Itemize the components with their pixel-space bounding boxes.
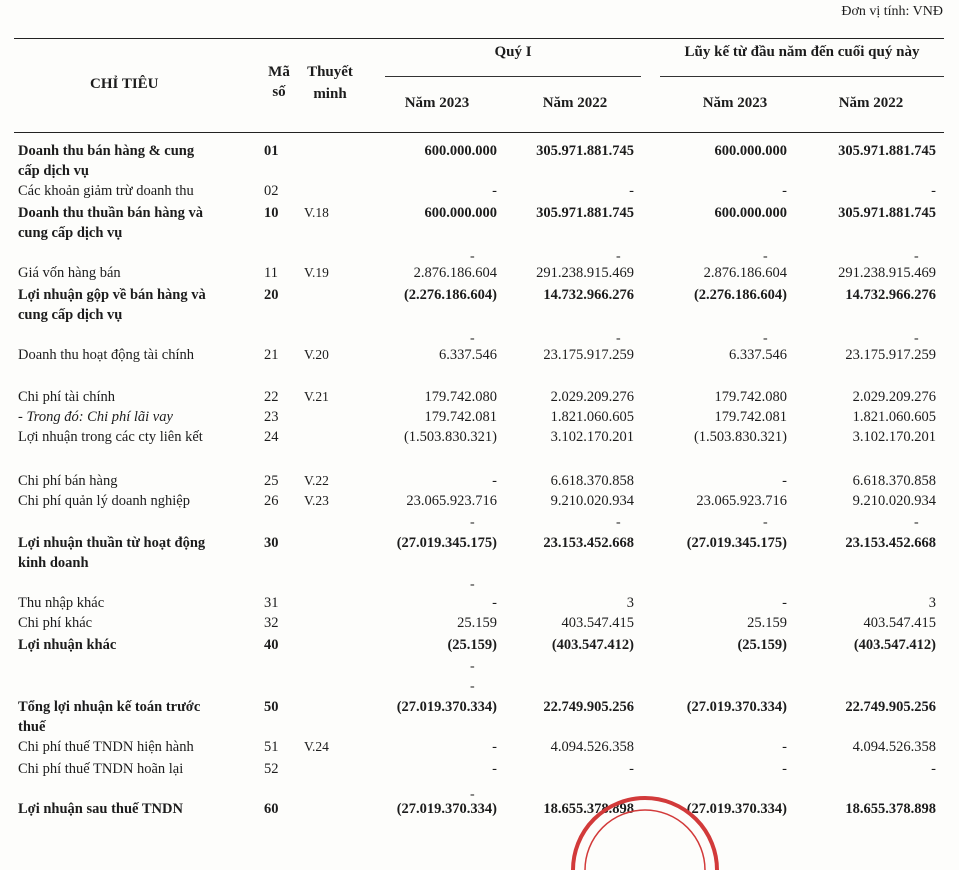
value-lk-2023: (25.159)	[737, 637, 787, 653]
value-q-2023: (1.503.830.321)	[403, 429, 497, 445]
row-code: 20	[264, 287, 279, 303]
header-bottom-rule	[14, 132, 944, 133]
row-label: Lợi nhuận gộp về bán hàng và	[18, 287, 206, 303]
value-q-2022: 14.732.966.276	[543, 287, 634, 303]
value-q-2023: -	[492, 473, 497, 489]
value-q-2022: 305.971.881.745	[536, 143, 634, 159]
unit-label: Đơn vị tính: VNĐ	[841, 4, 943, 19]
header-lk-2023: Năm 2023	[702, 95, 768, 111]
value-q-2023: -	[492, 739, 497, 755]
row-label: Chi phí tài chính	[18, 389, 116, 405]
company-seal-icon	[560, 790, 730, 870]
value-q-2023: (27.019.370.334)	[396, 801, 497, 817]
value-lk-2022: 291.238.915.469	[838, 265, 936, 281]
value-lk-2023: -	[782, 183, 787, 199]
quarter-underline	[385, 76, 641, 77]
value-q-2023: 600.000.000	[424, 205, 497, 221]
row-code: 50	[264, 699, 279, 715]
row-code: 52	[264, 761, 279, 777]
separator-dash: -	[470, 331, 475, 346]
value-q-2023: 25.159	[457, 615, 497, 631]
value-lk-2023: (1.503.830.321)	[693, 429, 787, 445]
row-label: Chi phí khác	[18, 615, 93, 631]
header-q-2023: Năm 2023	[404, 95, 470, 111]
value-lk-2022: 305.971.881.745	[838, 205, 936, 221]
separator-dash: -	[616, 515, 621, 530]
value-lk-2023: (27.019.345.175)	[686, 535, 787, 551]
value-q-2023: 6.337.546	[439, 347, 497, 363]
row-label: Các khoản giảm trừ doanh thu	[18, 183, 194, 199]
value-q-2023: 23.065.923.716	[406, 493, 497, 509]
row-code: 10	[264, 205, 279, 221]
value-q-2022: 22.749.905.256	[543, 699, 634, 715]
value-lk-2022: 2.029.209.276	[852, 389, 936, 405]
value-lk-2023: -	[782, 473, 787, 489]
value-q-2023: (2.276.186.604)	[403, 287, 497, 303]
value-q-2022: 2.029.209.276	[550, 389, 634, 405]
separator-dash: -	[470, 787, 475, 802]
value-q-2022: 3	[626, 595, 634, 611]
value-lk-2023: -	[782, 739, 787, 755]
header-thuyet-minh-2: minh	[313, 86, 347, 102]
row-label: - Trong đó: Chi phí lãi vay	[18, 409, 173, 425]
header-quy-i: Quý I	[494, 44, 532, 60]
row-code: 32	[264, 615, 279, 631]
value-q-2022: 23.175.917.259	[543, 347, 634, 363]
row-note: V.19	[304, 265, 329, 280]
row-code: 51	[264, 739, 279, 755]
value-lk-2022: 14.732.966.276	[845, 287, 936, 303]
header-thuyet-minh-1: Thuyết	[307, 64, 353, 80]
separator-dash: -	[470, 679, 475, 694]
value-q-2022: -	[629, 761, 634, 777]
value-q-2023: -	[492, 595, 497, 611]
value-lk-2022: 23.175.917.259	[845, 347, 936, 363]
value-lk-2022: 403.547.415	[863, 615, 936, 631]
row-label: Chi phí thuế TNDN hiện hành	[18, 739, 194, 755]
value-q-2022: 1.821.060.605	[550, 409, 634, 425]
value-q-2023: 179.742.080	[424, 389, 497, 405]
value-q-2022: 403.547.415	[561, 615, 634, 631]
separator-dash: -	[470, 249, 475, 264]
value-lk-2022: -	[931, 761, 936, 777]
value-lk-2022: 4.094.526.358	[852, 739, 936, 755]
value-lk-2022: 18.655.378.898	[845, 801, 936, 817]
value-q-2022: 3.102.170.201	[550, 429, 634, 445]
value-lk-2023: 179.742.081	[714, 409, 787, 425]
row-label-continued: cấp dịch vụ	[18, 163, 89, 179]
header-chi-tieu: CHỈ TIÊU	[90, 76, 159, 92]
row-label: Chi phí quản lý doanh nghiệp	[18, 493, 190, 509]
value-lk-2023: 600.000.000	[714, 143, 787, 159]
value-q-2023: (27.019.345.175)	[396, 535, 497, 551]
separator-dash: -	[914, 249, 919, 264]
row-code: 24	[264, 429, 279, 445]
row-note: V.20	[304, 347, 329, 362]
value-q-2023: 179.742.081	[424, 409, 497, 425]
row-note: V.23	[304, 493, 329, 508]
value-q-2022: 6.618.370.858	[550, 473, 634, 489]
separator-dash: -	[914, 331, 919, 346]
value-lk-2023: 179.742.080	[714, 389, 787, 405]
value-lk-2022: 22.749.905.256	[845, 699, 936, 715]
seal-outer-ring	[573, 798, 717, 870]
value-q-2023: 600.000.000	[424, 143, 497, 159]
row-label: Doanh thu bán hàng & cung	[18, 143, 195, 159]
row-note: V.21	[304, 389, 329, 404]
row-code: 22	[264, 389, 279, 405]
seal-inner-ring	[585, 810, 705, 870]
row-code: 30	[264, 535, 279, 551]
value-lk-2022: (403.547.412)	[853, 637, 936, 653]
row-code: 23	[264, 409, 279, 425]
value-lk-2022: 9.210.020.934	[852, 493, 936, 509]
value-q-2022: 291.238.915.469	[536, 265, 634, 281]
value-lk-2022: 6.618.370.858	[852, 473, 936, 489]
value-lk-2023: (27.019.370.334)	[686, 699, 787, 715]
value-q-2023: -	[492, 761, 497, 777]
header-top-rule	[14, 38, 944, 39]
row-label: Doanh thu thuần bán hàng và	[18, 205, 203, 221]
value-lk-2023: 23.065.923.716	[696, 493, 787, 509]
value-q-2023: -	[492, 183, 497, 199]
value-q-2023: (25.159)	[447, 637, 497, 653]
row-label: Lợi nhuận sau thuế TNDN	[18, 801, 183, 817]
row-label: Giá vốn hàng bán	[18, 265, 121, 281]
value-q-2022: 18.655.378.898	[543, 801, 634, 817]
row-note: V.18	[304, 205, 329, 220]
value-q-2023: 2.876.186.604	[413, 265, 497, 281]
separator-dash: -	[470, 515, 475, 530]
header-ma-so-2: số	[272, 84, 286, 100]
row-label: Lợi nhuận trong các cty liên kết	[18, 429, 203, 445]
value-lk-2023: 600.000.000	[714, 205, 787, 221]
row-label: Doanh thu hoạt động tài chính	[18, 347, 194, 363]
value-lk-2022: 23.153.452.668	[845, 535, 936, 551]
value-lk-2023: (27.019.370.334)	[686, 801, 787, 817]
row-code: 25	[264, 473, 279, 489]
value-lk-2023: -	[782, 761, 787, 777]
value-q-2022: -	[629, 183, 634, 199]
row-code: 21	[264, 347, 279, 363]
row-label: Lợi nhuận thuần từ hoạt động	[18, 535, 206, 551]
value-lk-2023: 2.876.186.604	[703, 265, 787, 281]
row-label: Lợi nhuận khác	[18, 637, 117, 653]
value-lk-2022: 305.971.881.745	[838, 143, 936, 159]
row-label: Chi phí bán hàng	[18, 473, 118, 489]
value-q-2022: (403.547.412)	[551, 637, 634, 653]
value-lk-2023: 6.337.546	[729, 347, 787, 363]
header-lk-2022: Năm 2022	[838, 95, 904, 111]
value-q-2022: 9.210.020.934	[550, 493, 634, 509]
header-q-2022: Năm 2022	[542, 95, 608, 111]
separator-dash: -	[763, 331, 768, 346]
value-lk-2023: -	[782, 595, 787, 611]
row-label: Chi phí thuế TNDN hoãn lại	[18, 761, 184, 777]
separator-dash: -	[763, 249, 768, 264]
separator-dash: -	[470, 659, 475, 674]
row-code: 31	[264, 595, 279, 611]
row-label-continued: cung cấp dịch vụ	[18, 307, 123, 323]
header-ma-so-1: Mã	[268, 64, 290, 80]
row-label-continued: thuế	[18, 719, 46, 735]
value-lk-2022: 3.102.170.201	[852, 429, 936, 445]
row-label-continued: cung cấp dịch vụ	[18, 225, 123, 241]
row-code: 11	[264, 265, 278, 281]
row-code: 01	[264, 143, 279, 159]
row-code: 40	[264, 637, 279, 653]
row-label: Thu nhập khác	[18, 595, 105, 611]
row-label-continued: kinh doanh	[18, 555, 89, 571]
cumulative-underline	[660, 76, 944, 77]
separator-dash: -	[470, 577, 475, 592]
value-lk-2023: (2.276.186.604)	[693, 287, 787, 303]
value-q-2022: 4.094.526.358	[550, 739, 634, 755]
separator-dash: -	[616, 331, 621, 346]
row-code: 26	[264, 493, 279, 509]
value-lk-2023: 25.159	[747, 615, 787, 631]
value-lk-2022: 3	[928, 595, 936, 611]
value-q-2022: 23.153.452.668	[543, 535, 634, 551]
separator-dash: -	[914, 515, 919, 530]
row-note: V.22	[304, 473, 329, 488]
value-q-2023: (27.019.370.334)	[396, 699, 497, 715]
value-lk-2022: 1.821.060.605	[852, 409, 936, 425]
value-q-2022: 305.971.881.745	[536, 205, 634, 221]
row-code: 02	[264, 183, 279, 199]
separator-dash: -	[616, 249, 621, 264]
separator-dash: -	[763, 515, 768, 530]
row-code: 60	[264, 801, 279, 817]
value-lk-2022: -	[931, 183, 936, 199]
header-luy-ke: Lũy kế từ đầu năm đến cuối quý này	[684, 44, 920, 60]
row-label: Tổng lợi nhuận kế toán trước	[18, 699, 201, 715]
row-note: V.24	[304, 739, 329, 754]
